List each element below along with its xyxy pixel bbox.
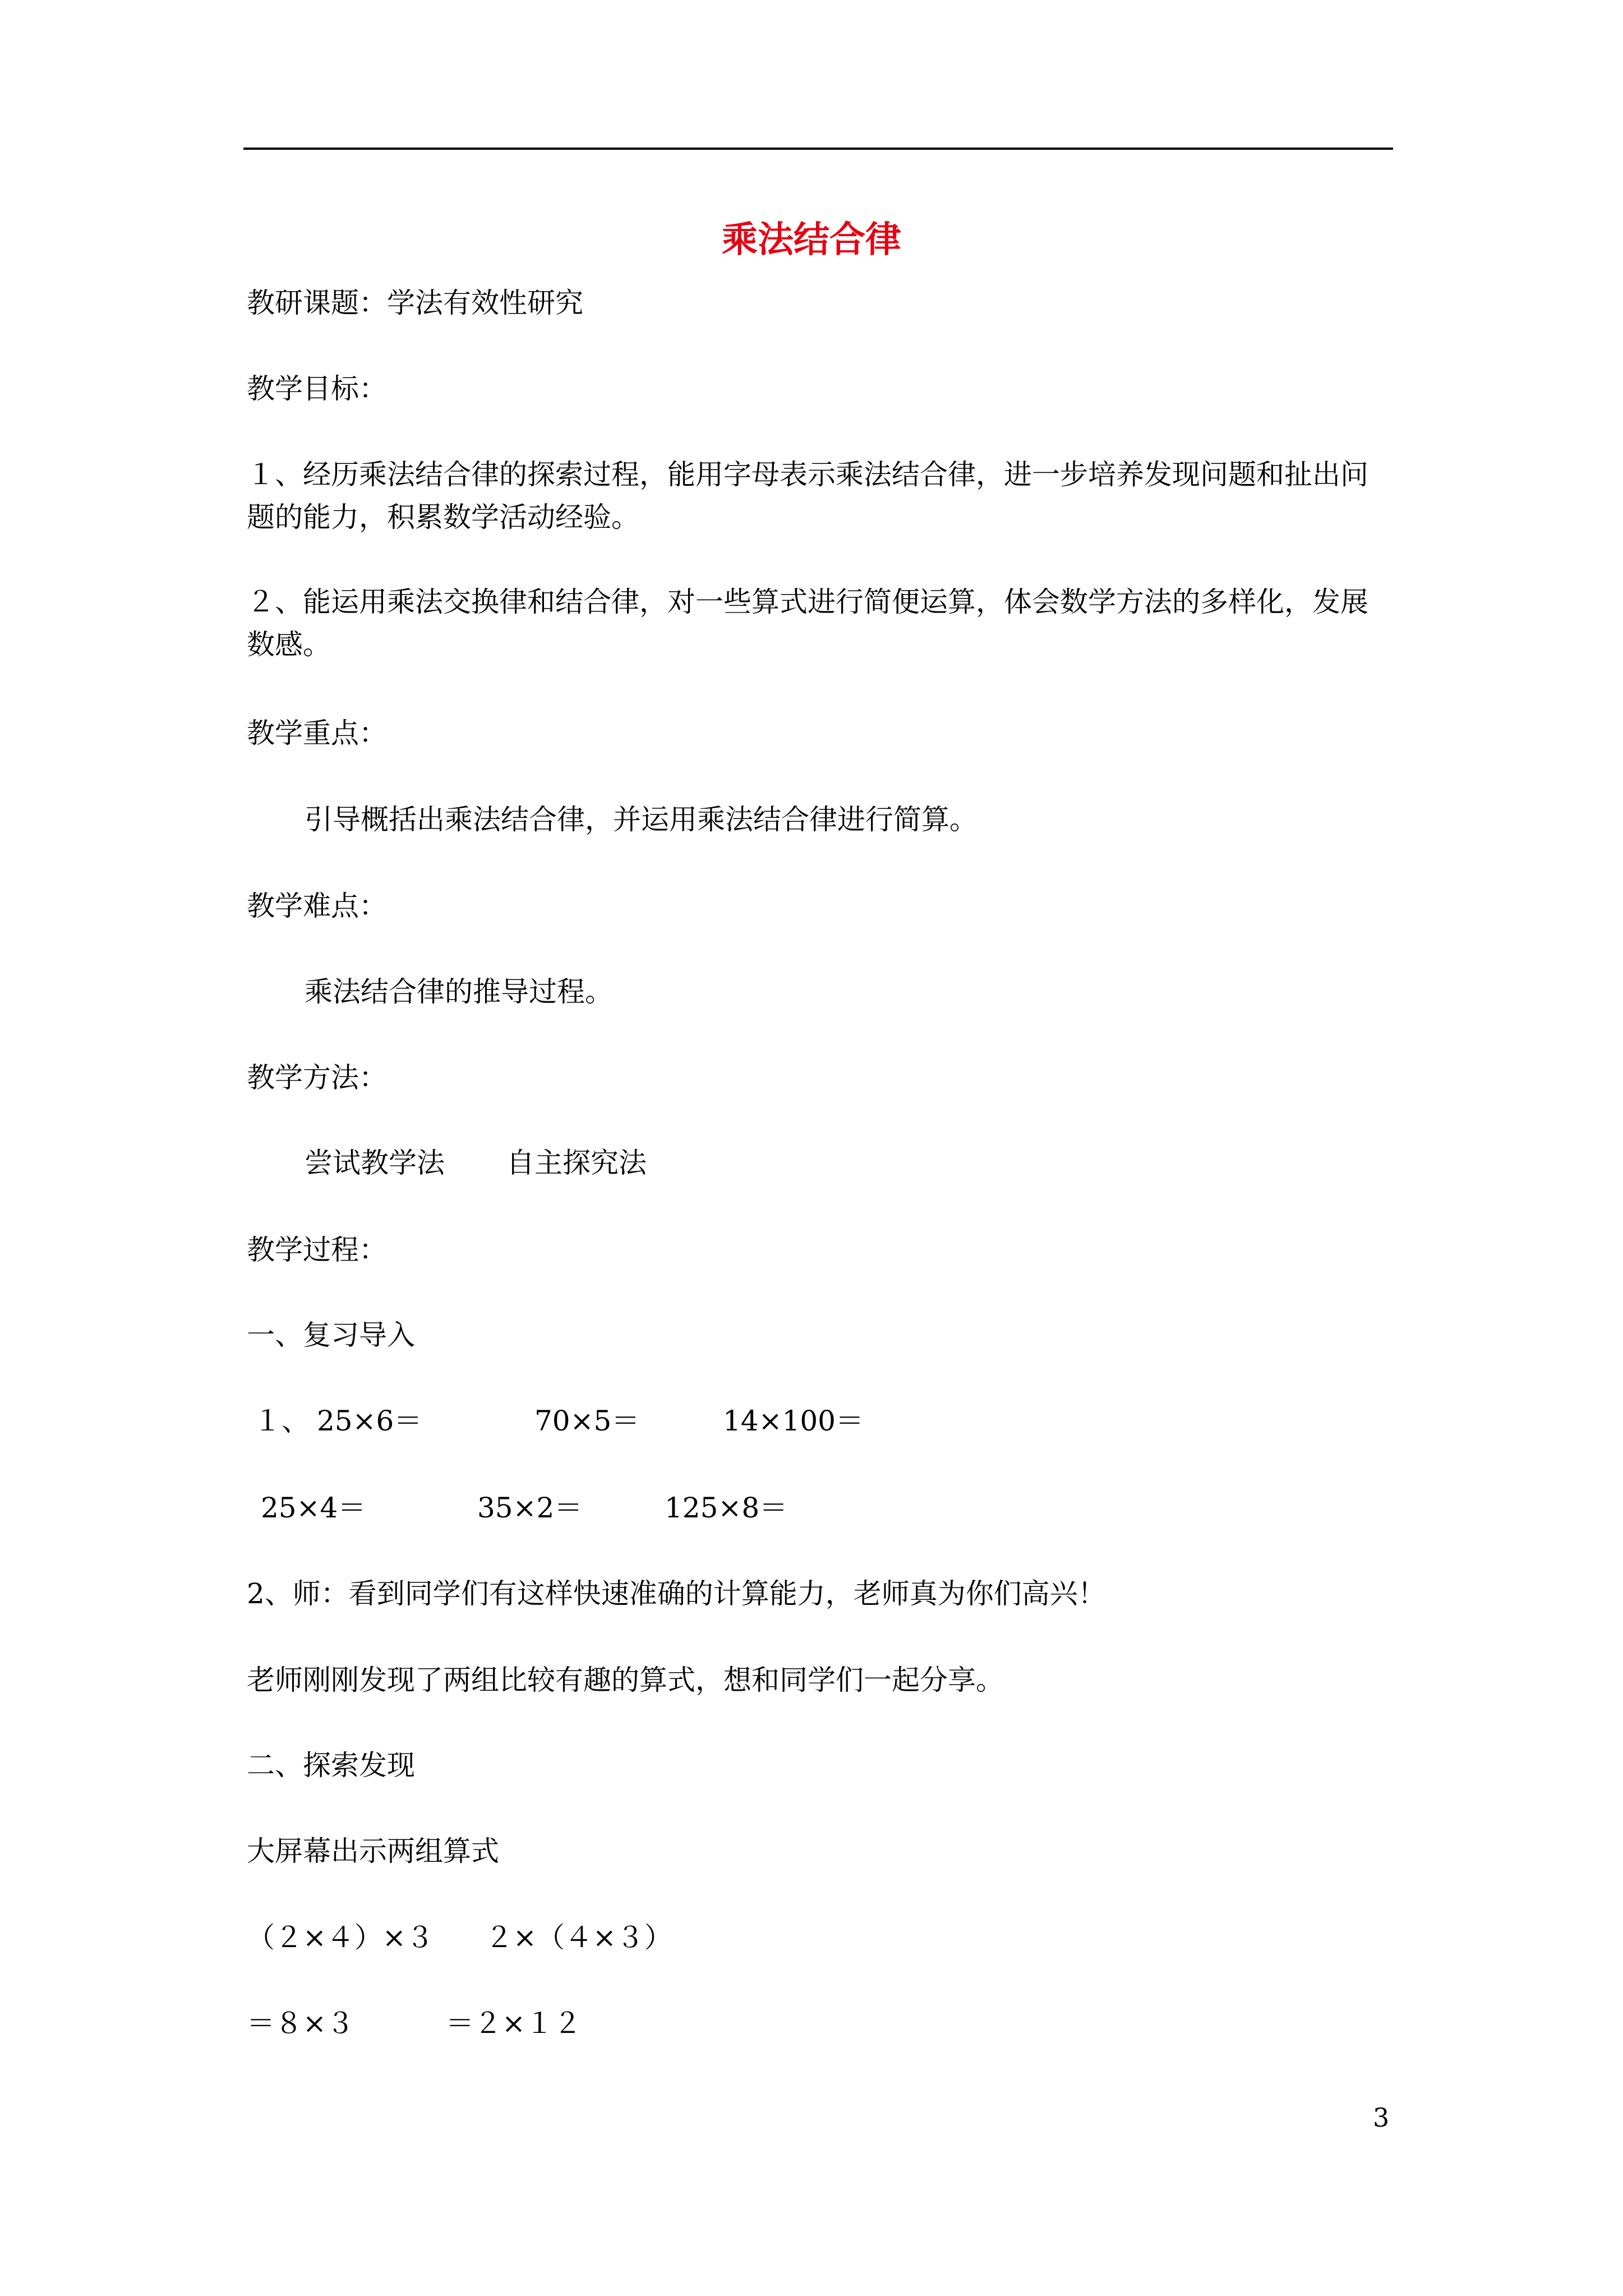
expression-right: ２×（４×３） [485,1921,672,1954]
review-expr: 25×6＝ [317,1405,422,1437]
process-heading: 教学过程： [247,1234,387,1266]
screen-intro: 大屏幕出示两组算式 [247,1835,499,1867]
difficulty: 乘法结合律的推导过程。 [305,976,613,1008]
method-inquiry: 自主探究法 [506,1147,647,1179]
goal-1 [247,453,1393,539]
key-point-heading: 教学重点： [247,717,387,749]
goal-1-line-1: １、经历乘法结合律的探索过程，能用字母表示乘法结合律，进一步培养发现问题和扯出问 [247,458,1368,491]
review-expr: 25×4＝ [261,1492,366,1524]
header-rule [243,148,1393,150]
expression-right-step: ＝２×１２ [446,2007,582,2040]
method-heading: 教学方法： [247,1061,387,1094]
review-item-number: １、 [253,1405,310,1437]
expression-left: （２×４）×３ [247,1921,434,1954]
difficulty-heading: 教学难点： [247,890,387,922]
review-expr: 14×100＝ [723,1405,864,1437]
teacher-line-2: 老师刚刚发现了两组比较有趣的算式，想和同学们一起分享。 [247,1664,1004,1696]
page-number: 3 [1373,2102,1390,2133]
method-trial: 尝试教学法 [305,1147,445,1179]
section-explore: 二、探索发现 [247,1749,415,1782]
key-point: 引导概括出乘法结合律，并运用乘法结合律进行简算。 [305,803,978,836]
review-expr: 35×2＝ [477,1492,583,1524]
section-review: 一、复习导入 [247,1319,415,1351]
goal-1-line-2: 题的能力，积累数学活动经验。 [247,501,639,533]
goal-2-line-2: 数感。 [247,628,331,661]
review-expr: 125×8＝ [665,1492,788,1524]
research-topic: 教研课题：学法有效性研究 [247,287,583,319]
goal-2 [247,581,1393,666]
teacher-line-1: 2、师：看到同学们有这样快速准确的计算能力，老师真为你们高兴！ [247,1577,1106,1610]
document-title: 乘法结合律 [722,219,901,261]
review-expr: 70×5＝ [534,1405,640,1437]
goal-2-line-1: ２、能运用乘法交换律和结合律，对一些算式进行简便运算，体会数学方法的多样化，发展 [247,586,1368,618]
expression-left-step: ＝８×３ [247,2007,354,2040]
goals-heading: 教学目标： [247,372,387,405]
